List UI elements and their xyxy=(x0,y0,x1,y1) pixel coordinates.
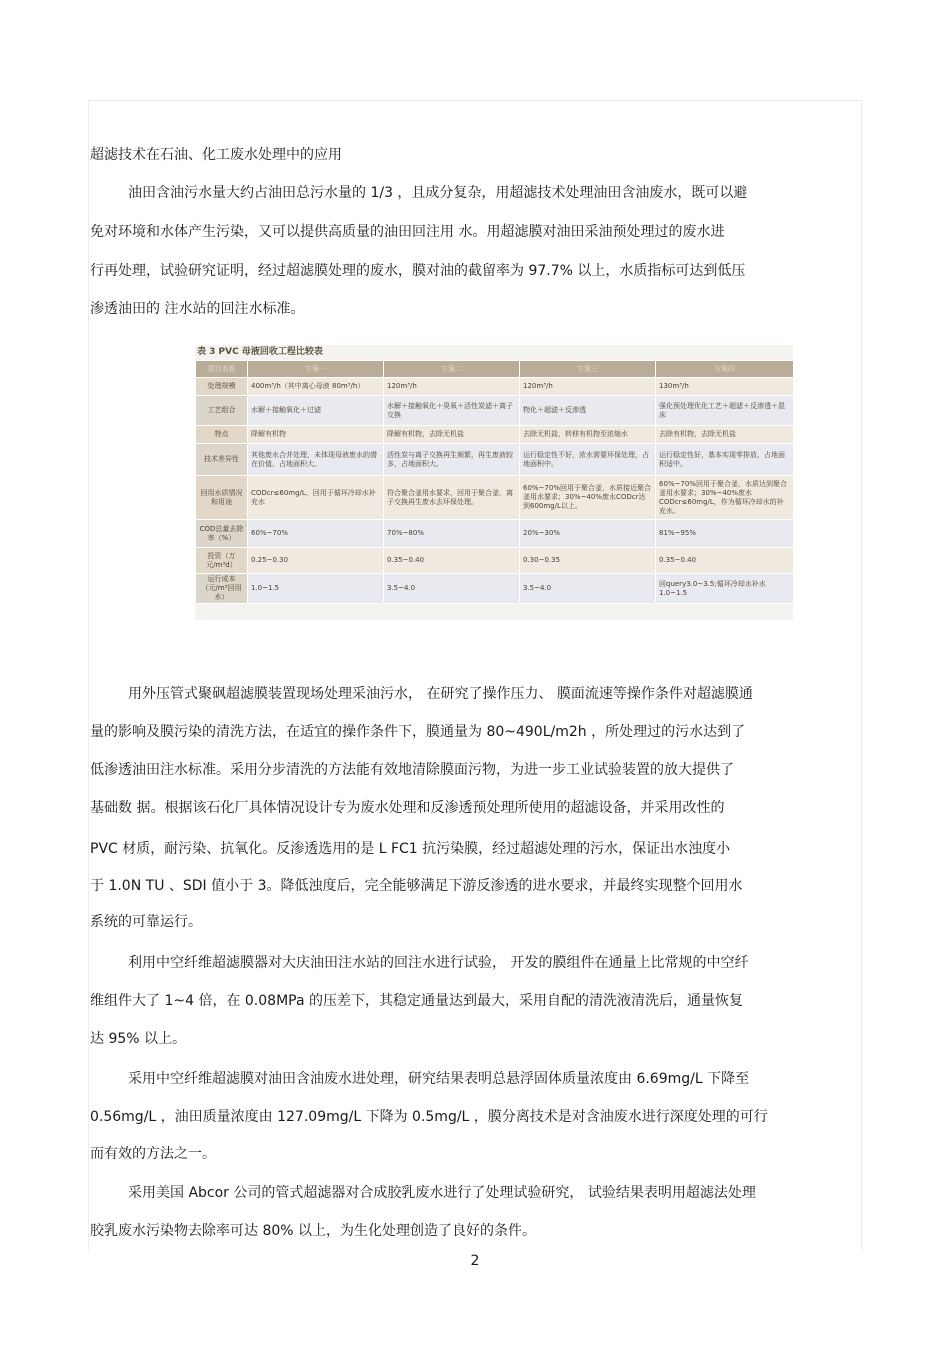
paragraph-2-line-6: 于 1.0N TU 、SDI 值小于 3。降低浊度后，完全能够满足下游反渗透的进水要求，并最终实现整个回用水 xyxy=(90,878,743,894)
paragraph-3-line-1: 利用中空纤维超滤膜器对大庆油田注水站的回注水进行试验， 开发的膜组件在通量上比常规的中空纤 xyxy=(128,955,749,971)
table-row xyxy=(196,396,794,426)
table-header-cell: 方案四 xyxy=(656,361,794,378)
table-cell: 120m³/h xyxy=(384,378,520,396)
table-cell: 3.5~4.0 xyxy=(384,574,520,604)
table-row xyxy=(196,444,794,476)
table-cell: 120m³/h xyxy=(520,378,656,396)
table-cell: 130m³/h xyxy=(656,378,794,396)
table-cell: 降解有机物，去除无机盐 xyxy=(384,426,520,444)
table-cell: 400m³/h（其中离心母液 80m³/h） xyxy=(248,378,384,396)
table-row xyxy=(196,574,794,604)
table-cell: 降解有机物 xyxy=(248,426,384,444)
table-cell: 60%~70%回用于聚合釜，水质接近聚合釜用水要求；30%~40%废水CODcr达到600mg/L以上。 xyxy=(520,476,656,520)
table-row-header: 特点 xyxy=(196,426,248,444)
table-header-cell: 方案三 xyxy=(520,361,656,378)
table-header-cell: 项目名称 xyxy=(196,361,248,378)
table-cell: 其他废水合并处理，未体现母液废水的潜在价值，占地面积大。 xyxy=(248,444,384,476)
paragraph-1-line-2: 免对环境和水体产生污染，又可以提供高质量的油田回注用 水。用超滤膜对油田采油预处理过的废水进 xyxy=(90,224,725,240)
table-header-cell: 方案一 xyxy=(248,361,384,378)
paragraph-3-line-3: 达 95% 以上。 xyxy=(90,1031,187,1047)
paragraph-4-line-3: 而有效的方法之一。 xyxy=(90,1146,216,1162)
table-cell: 20%~30% xyxy=(520,520,656,548)
page-border-left xyxy=(88,100,89,1250)
table-cell: 60%~70%回用于聚合釜，水质达到聚合釜用水要求；30%~40%废水CODcr≤60mg/L，作为循环冷却水的补充水。 xyxy=(656,476,794,520)
table-row-header: 技术差异性 xyxy=(196,444,248,476)
table-cell: 0.35~0.40 xyxy=(656,548,794,574)
table-cell: 1.0~1.5 xyxy=(248,574,384,604)
table-cell: 60%~70% xyxy=(248,520,384,548)
section-heading: 超滤技术在石油、化工废水处理中的应用 xyxy=(90,147,342,163)
paragraph-5-line-1: 采用美国 Abcor 公司的管式超滤器对合成胶乳废水进行了处理试验研究， 试验结果表明用超滤法处理 xyxy=(128,1185,756,1201)
table-cell: 0.35~0.40 xyxy=(384,548,520,574)
table-row xyxy=(196,520,794,548)
table-cell: 运行稳定性好，基本实现零排放，占地面积适中。 xyxy=(656,444,794,476)
table-row xyxy=(196,426,794,444)
table-cell: 去除有机物，去除无机盐 xyxy=(656,426,794,444)
table-row xyxy=(196,378,794,396)
table-row-header: 回用水质情况和用途 xyxy=(196,476,248,520)
table-cell: 3.5~4.0 xyxy=(520,574,656,604)
page-border-right xyxy=(861,100,862,1250)
table-row xyxy=(196,476,794,520)
paragraph-1-line-4: 渗透油田的 注水站的回注水标准。 xyxy=(90,301,305,317)
page-border-top xyxy=(88,100,862,101)
table-cell: 强化预处理优化工艺＋超滤＋反渗透＋混床 xyxy=(656,396,794,426)
table-cell: 81%~95% xyxy=(656,520,794,548)
paragraph-4-line-1: 采用中空纤维超滤膜对油田含油废水进处理，研究结果表明总悬浮固体质量浓度由 6.69mg/L 下降至 xyxy=(128,1071,750,1087)
table-cell: 水解＋接触氧化＋过滤 xyxy=(248,396,384,426)
paragraph-5-line-2: 胶乳废水污染物去除率可达 80% 以上，为生化处理创造了良好的条件。 xyxy=(90,1223,537,1239)
table-row-header: 投资（万元/m³d） xyxy=(196,548,248,574)
table-cell: CODcr≤60mg/L，回用于循环冷却水补充水 xyxy=(248,476,384,520)
table-cell: 符合聚合釜用水要求，回用于聚合釜，离子交换再生废水去环保处理。 xyxy=(384,476,520,520)
table-header-row xyxy=(196,361,794,378)
table-caption: 表 3 PVC 母液回收工程比较表 xyxy=(197,347,323,357)
table-header-cell: 方案二 xyxy=(384,361,520,378)
table-row-header: 工艺组合 xyxy=(196,396,248,426)
table-cell: 回query3.0~3.5;循环冷却水补水1.0~1.5 xyxy=(656,574,794,604)
comparison-table-figure xyxy=(195,345,793,620)
table-cell: 运行稳定性不好，浓水需要环保处理，占地面积中。 xyxy=(520,444,656,476)
table-cell: 物化＋超滤＋反渗透 xyxy=(520,396,656,426)
paragraph-1-line-1: 油田含油污水量大约占油田总污水量的 1/3 ，且成分复杂，用超滤技术处理油田含油废水，既可以避 xyxy=(128,185,748,201)
paragraph-1-line-3: 行再处理，试验研究证明，经过超滤膜处理的废水，膜对油的截留率为 97.7% 以上，水质指标可达到低压 xyxy=(90,263,746,279)
table-row-header: 运行成本（元/m³回用水） xyxy=(196,574,248,604)
paragraph-4-line-2: 0.56mg/L ，油田质量浓度由 127.09mg/L 下降为 0.5mg/L ，膜分离技术是对含油废水进行深度处理的可行 xyxy=(90,1109,768,1125)
table-cell: 活性炭与离子交换再生频繁，再生废液较多，占地面积大。 xyxy=(384,444,520,476)
comparison-table xyxy=(195,360,793,604)
paragraph-2-line-5: PVC 材质，耐污染、抗氧化。反渗透选用的是 L FC1 抗污染膜，经过超滤处理的污水，保证出水浊度小 xyxy=(90,841,731,857)
table-row-header: COD总量去除率（%） xyxy=(196,520,248,548)
table-cell: 0.30~0.35 xyxy=(520,548,656,574)
paragraph-2-line-1: 用外压管式聚砜超滤膜装置现场处理采油污水， 在研究了操作压力、 膜面流速等操作条件对超滤膜通 xyxy=(128,686,753,702)
table-cell: 70%~80% xyxy=(384,520,520,548)
table-cell: 0.25~0.30 xyxy=(248,548,384,574)
table-cell: 去除无机盐，转移有机物至浓缩水 xyxy=(520,426,656,444)
table-cell: 水解＋接触氧化＋臭氧＋活性炭滤＋离子交换 xyxy=(384,396,520,426)
paragraph-2-line-7: 系统的可靠运行。 xyxy=(90,914,202,930)
table-row-header: 处理规模 xyxy=(196,378,248,396)
paragraph-2-line-4: 基础数 据。根据该石化厂具体情况设计专为废水处理和反渗透预处理所使用的超滤设备，并采用改性的 xyxy=(90,800,725,816)
table-row xyxy=(196,548,794,574)
page-number: 2 xyxy=(470,1253,480,1269)
paragraph-2-line-2: 量的影响及膜污染的清洗方法，在适宜的操作条件下，膜通量为 80~490L/m2h ，所处理过的污水达到了 xyxy=(90,724,746,740)
paragraph-2-line-3: 低渗透油田注水标准。采用分步清洗的方法能有效地清除膜面污物，为进一步工业试验装置的放大提供了 xyxy=(90,762,734,778)
paragraph-3-line-2: 维组件大了 1~4 倍，在 0.08MPa 的压差下，其稳定通量达到最大，采用自配的清洗液清洗后，通量恢复 xyxy=(90,993,743,1009)
